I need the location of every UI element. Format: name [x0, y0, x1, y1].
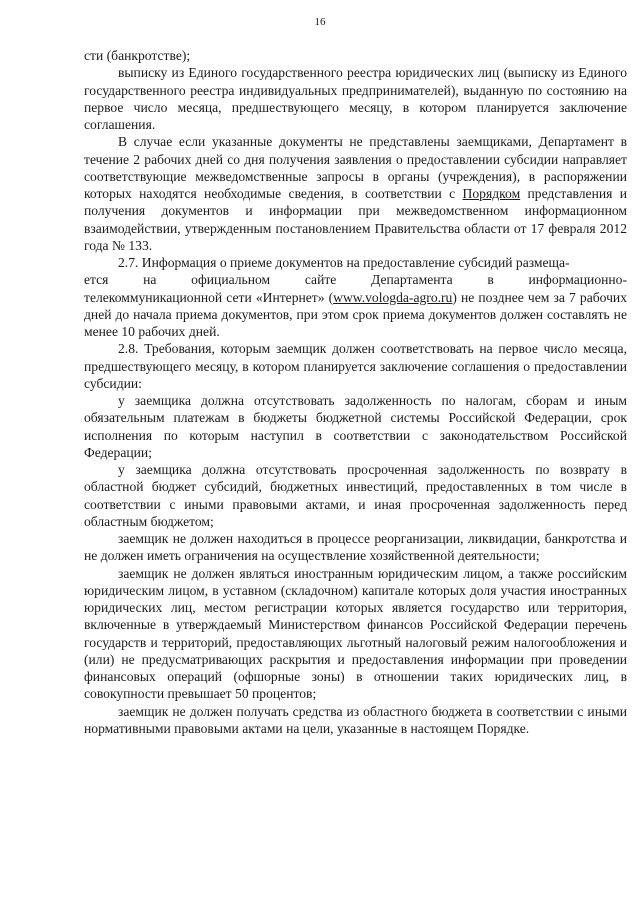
paragraph-continuation: сти (банкротстве); — [84, 48, 191, 63]
clause-2-8: 2.8. Требования, которым заемщик должен соответствовать на первое число месяца, предшествующего месяцу, в котором планируется заключение соглашения о предоставлении субсидии: — [84, 341, 627, 391]
paragraph-extract: выписку из Единого государственного реестра юридических лиц (выписку из Единого государственного реестра индивидуальных предпринимателей), выданную по состоянию на первое число месяца, предшествующего месяцу, в котором планируется заключение соглашения. — [84, 65, 627, 132]
paragraph-text: представления и получения документов и информации при межведомственном информационном взаимодействии, утвержденным постановлением Правительства области от 17 февраля 2012 года № 133. — [84, 186, 627, 253]
website-link[interactable]: www.vologda-agro.ru — [333, 289, 453, 305]
paragraph-text: телекоммуникационной сети «Интернет» ( — [84, 289, 334, 305]
document-body — [84, 47, 627, 737]
requirement-not-foreign-entity: заемщик не должен являться иностранным юридическим лицом, а также российским юридическим лицом, в уставном (складочном) капитале которых доля участия иностранных юридических лиц, местом регистрации которых является государство или территория, включенные в утверждаемый Министерством финансов Российской Федерации перечень государств и территорий, предоставляющих льготный налоговый режим налогообложения и (или) не предусматривающих раскрытия и предоставления информации при проведении финансовых операций (офшорные зоны) в отношении таких юридических лиц, в совокупности превышает 50 процентов; — [84, 565, 627, 702]
paragraph-text: В случае если указанные документы не представлены заемщиками, Департамент в течение 2 рабочих дней со дня получения заявления о предоставлении субсидии направляет соответствующие межведомственные запросы в органы (учреждения), в распоряжении которых находятся необходимые сведения, в соответствии с — [84, 134, 627, 201]
clause-2-7-rest — [84, 289, 627, 341]
page-number: 16 — [314, 16, 326, 28]
requirement-no-tax-debt: у заемщика должна отсутствовать задолженность по налогам, сборам и иным обязательным платежам в бюджеты бюджетной системы Российской Федерации, срок исполнения по которым наступил в соответствии с законодательством Российской Федерации; — [84, 393, 627, 460]
requirement-no-other-funds: заемщик не должен получать средства из областного бюджета в соответствии с иными нормативными правовыми актами на цели, указанные в настоящем Порядке. — [84, 703, 627, 736]
procedure-link[interactable]: Порядком — [462, 186, 521, 201]
requirement-no-reorganization: заемщик не должен находиться в процессе реорганизации, ликвидации, банкротства и не должен иметь ограничения на осуществление хозяйственной деятельности; — [84, 531, 627, 564]
paragraph-interdepartmental-requests — [84, 133, 627, 254]
paragraph-text: ) не позднее чем за 7 рабочих дней до начала приема документов, при этом срок приема документов должен составлять не менее 10 рабочих дней. — [84, 289, 627, 339]
clause-2-7-line-1: 2.7. Информация о приеме документов на предоставление субсидий размеща- — [118, 255, 570, 270]
clause-2-7-line-2: ется на официальном сайте Департамента в информационно- — [84, 272, 627, 288]
requirement-no-budget-debt: у заемщика должна отсутствовать просроченная задолженность по возврату в областной бюджет субсидий, бюджетных инвестиций, предоставленных в том числе в соответствии с иными правовыми актами, и иная просроченная задолженность перед областным бюджетом; — [84, 462, 627, 529]
